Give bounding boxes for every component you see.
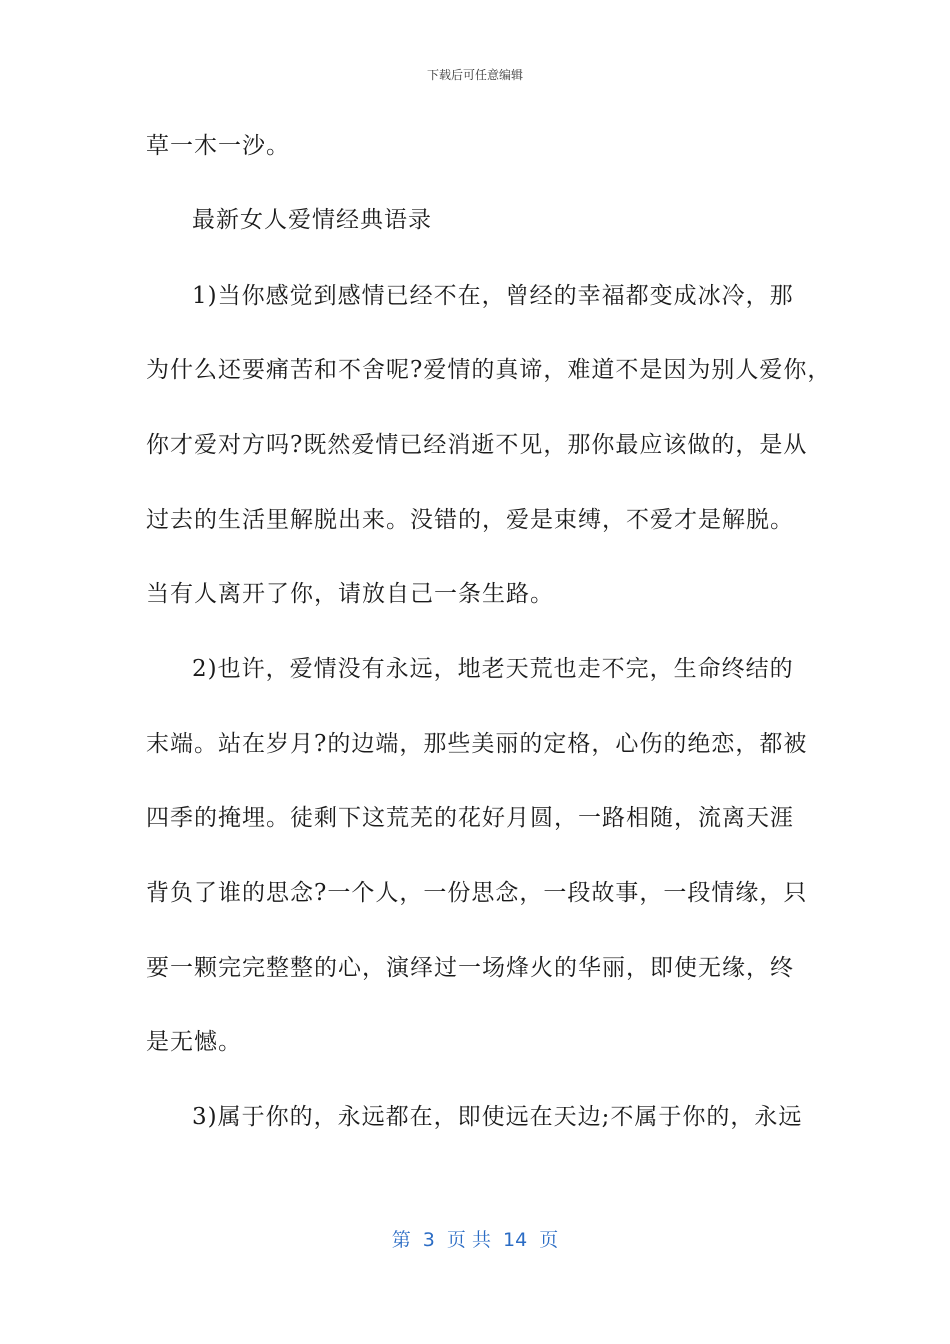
text-line: 草一木一沙。 <box>146 133 290 159</box>
text-line: 1)当你感觉到感情已经不在，曾经的幸福都变成冰冷，那 <box>192 283 794 309</box>
text-line: 2)也许，爱情没有永远，地老天荒也走不完，生命终结的 <box>192 656 794 682</box>
page-number-footer: 第 3 页 共 14 页 <box>391 1229 559 1251</box>
text-line: 当有人离开了你，请放自己一条生路。 <box>146 581 554 607</box>
text-line: 四季的掩埋。徒剩下这荒芜的花好月圆，一路相随，流离天涯 <box>146 805 794 831</box>
text-line: 过去的生活里解脱出来。没错的，爱是束缚，不爱才是解脱。 <box>146 507 794 533</box>
text-line: 要一颗完完整整的心，演绎过一场烽火的华丽，即使无缘，终 <box>146 955 794 981</box>
page-header: 下载后可任意编辑 <box>426 68 523 82</box>
text-line: 是无憾。 <box>146 1029 242 1055</box>
text-line: 3)属于你的，永远都在，即使远在天边;不属于你的，永远 <box>192 1104 803 1130</box>
section-heading: 最新女人爱情经典语录 <box>192 207 432 233</box>
text-line: 背负了谁的思念?一个人，一份思念，一段故事，一段情缘，只 <box>146 880 808 906</box>
text-line: 你才爱对方吗?既然爱情已经消逝不见，那你最应该做的，是从 <box>146 432 808 458</box>
text-line: 为什么还要痛苦和不舍呢?爱情的真谛，难道不是因为别人爱你， <box>146 357 832 383</box>
text-line: 末端。站在岁月?的边端，那些美丽的定格，心伤的绝恋，都被 <box>146 731 808 757</box>
